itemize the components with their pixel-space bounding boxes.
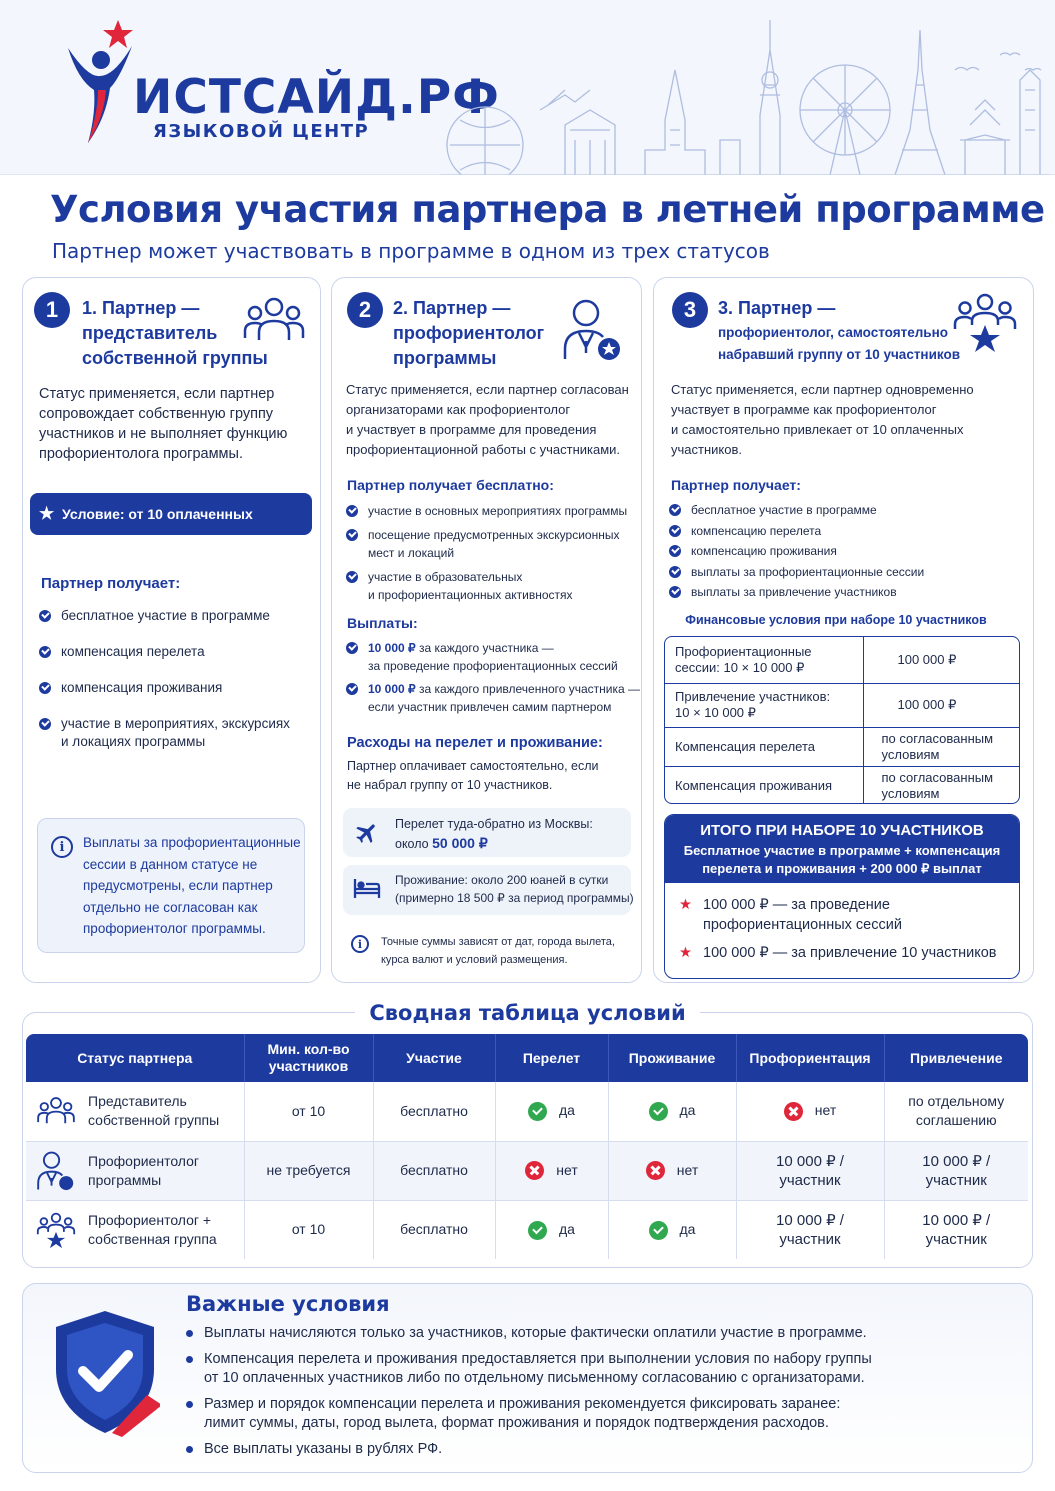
column-header: Перелет bbox=[495, 1034, 608, 1082]
status-name: Профориентолог + собственная группа bbox=[88, 1211, 217, 1247]
list-item: бесплатное участие в программе bbox=[669, 501, 924, 519]
card3-heading-sub: профориентолог, самостоятельно набравший группу от 10 участников bbox=[718, 325, 961, 362]
list-item: Размер и порядок компенсации перелета и проживания рекомендуется фиксировать заранее: лимит суммы, даты, город вылета, формат проживания и порядок подтверждения расходов. bbox=[186, 1395, 1016, 1433]
financial-table bbox=[664, 636, 1020, 804]
card2-free-title: Партнер получает бесплатно: bbox=[347, 477, 554, 493]
accommodation-text: Проживание: около 200 юаней в сутки (примерно 18 500 ₽ за период программы) bbox=[395, 873, 634, 905]
card1-heading: 1. Партнер — представитель собственной группы bbox=[82, 298, 268, 368]
table-row: Профориентолог + собственная группа от 10 бесплатно да да 10 000 ₽ / участник 10 000 ₽ / участник bbox=[26, 1200, 1028, 1259]
bed-icon bbox=[353, 876, 381, 900]
column-header: Проживание bbox=[608, 1034, 736, 1082]
step-number: 3 bbox=[672, 292, 708, 328]
card3-receives-list bbox=[669, 501, 924, 601]
card3-description: Статус применяется, если партнер одновременно участвует в программе как профориентолог и самостоятельно привлекает от 10 оплаченных участников. bbox=[671, 382, 974, 457]
info-icon: i bbox=[51, 836, 73, 858]
card2-description: Статус применяется, если партнер согласован организаторами как профориентолог и участвует в программе для проведения профориентационной работы с участниками. bbox=[346, 382, 629, 457]
check-icon bbox=[649, 1221, 668, 1240]
list-item: компенсацию проживания bbox=[669, 542, 924, 560]
group-star-icon bbox=[36, 1210, 76, 1250]
group-icon bbox=[243, 294, 305, 346]
list-item: участие в мероприятиях, экскурсиях и локациях программы bbox=[39, 715, 290, 751]
column-header: Привлечение bbox=[884, 1034, 1028, 1082]
column-header: Мин. кол-во участников bbox=[244, 1034, 373, 1082]
logo-figure-icon bbox=[58, 18, 138, 148]
cross-icon bbox=[525, 1161, 544, 1180]
airplane-icon bbox=[354, 820, 380, 846]
card3-heading: 3. Партнер — bbox=[718, 298, 836, 318]
list-item: компенсацию перелета bbox=[669, 522, 924, 540]
list-item: бесплатное участие в программе bbox=[39, 607, 290, 625]
card3-receives-title: Партнер получает: bbox=[671, 477, 801, 493]
list-item: участие в основных мероприятиях программы bbox=[346, 502, 627, 520]
fin-title: Финансовые условия при наборе 10 участников bbox=[685, 613, 987, 627]
group-icon bbox=[36, 1095, 76, 1127]
star-icon: ★ bbox=[39, 504, 55, 523]
card2-payouts-list bbox=[346, 639, 640, 716]
table-row: Компенсация перелета по согласованным условиям bbox=[665, 727, 1019, 766]
counselor-icon bbox=[562, 297, 624, 363]
table-row: Компенсация проживания по согласованным условиям bbox=[665, 766, 1019, 804]
cross-icon bbox=[646, 1161, 665, 1180]
counselor-icon bbox=[36, 1150, 76, 1192]
flight-text: Перелет туда-обратно из Москвы: около 50 000 ₽ bbox=[395, 817, 593, 851]
status-name: Представитель собственной группы bbox=[88, 1093, 220, 1129]
list-item: участие в образовательных и профориентационных активностях bbox=[346, 568, 627, 604]
step-number: 2 bbox=[347, 292, 383, 328]
star-icon: ★ bbox=[679, 897, 692, 913]
list-item: компенсация проживания bbox=[39, 679, 290, 697]
card1-description: Статус применяется, если партнер сопровождает собственную группу участников и не выполняет функцию профориентолога программы. bbox=[39, 386, 288, 462]
total-item: ★ 100 000 ₽ — за привлечение 10 участников bbox=[679, 945, 997, 961]
total-item: ★ 100 000 ₽ — за проведение профориентационных сессий bbox=[679, 897, 902, 933]
column-header: Профориентация bbox=[736, 1034, 884, 1082]
card1-receives-list bbox=[39, 607, 290, 751]
star-icon: ★ bbox=[679, 945, 692, 961]
list-item: выплаты за привлечение участников bbox=[669, 583, 924, 601]
total-header: ИТОГО ПРИ НАБОРЕ 10 УЧАСТНИКОВ Бесплатное участие в программе + компенсация перелета и проживания + 200 000 ₽ выплат bbox=[665, 815, 1019, 883]
status-name: Профориентолог программы bbox=[88, 1152, 200, 1188]
list-item: компенсация перелета bbox=[39, 643, 290, 661]
card2-heading: 2. Партнер — профориентолог программы bbox=[393, 298, 545, 368]
info-icon: i bbox=[351, 935, 369, 953]
list-item: 10 000 ₽ за каждого привлеченного участника — если участник привлечен самим партнером bbox=[346, 680, 640, 716]
group-star-icon bbox=[952, 291, 1018, 353]
brand-subtitle: ЯЗЫКОВОЙ ЦЕНТР bbox=[153, 121, 370, 142]
table-row: Представитель собственной группы от 10 бесплатно да да нет по отдельному соглашению bbox=[26, 1082, 1028, 1141]
list-item: Компенсация перелета и проживания предоставляется при выполнении условия по набору группы от 10 оплаченных участников либо по отдельному письменному согласованию с организаторами. bbox=[186, 1350, 1016, 1388]
card1-receives-title: Партнер получает: bbox=[41, 575, 181, 592]
table-row: Профориентационные сессии: 10 × 10 000 ₽ 100 000 ₽ bbox=[665, 637, 1019, 683]
card1-info-text: Выплаты за профориентационные сессии в данном статусе не предусмотрены, если партнер отдельно не согласован как профориентолог программы. bbox=[83, 835, 301, 936]
column-header: Участие bbox=[373, 1034, 495, 1082]
card2-free-list bbox=[346, 502, 627, 604]
header bbox=[0, 0, 1055, 175]
list-item: Все выплаты указаны в рублях РФ. bbox=[186, 1440, 1016, 1459]
summary-table bbox=[26, 1034, 1028, 1259]
list-item: выплаты за профориентационные сессии bbox=[669, 563, 924, 581]
total-box bbox=[664, 814, 1020, 979]
cross-icon bbox=[784, 1102, 803, 1121]
condition-banner: ★ Условие: от 10 оплаченных участников bbox=[30, 493, 312, 535]
important-title: Важные условия bbox=[186, 1292, 390, 1316]
page-subtitle: Партнер может участвовать в программе в одном из трех статусов bbox=[52, 239, 770, 263]
column-header: Статус партнера bbox=[26, 1034, 244, 1082]
list-item: посещение предусмотренных экскурсионных мест и локаций bbox=[346, 526, 627, 562]
table-row: Профориентолог программы не требуется бесплатно нет нет 10 000 ₽ / участник 10 000 ₽ / участник bbox=[26, 1141, 1028, 1200]
table-row: Привлечение участников: 10 × 10 000 ₽ 100 000 ₽ bbox=[665, 683, 1019, 727]
card2-expenses-text: Партнер оплачивает самостоятельно, если не набрал группу от 10 участников. bbox=[347, 759, 599, 792]
card2-note: Точные суммы зависят от дат, города вылета, курса валют и условий размещения. bbox=[381, 936, 615, 966]
card2-payouts-title: Выплаты: bbox=[347, 615, 418, 631]
table-header-row bbox=[26, 1034, 1028, 1082]
list-item: Выплаты начисляются только за участников, которые фактически оплатили участие в программе. bbox=[186, 1324, 1016, 1343]
city-skyline-illustration bbox=[440, 10, 1050, 175]
step-number: 1 bbox=[34, 292, 70, 328]
check-icon bbox=[528, 1102, 547, 1121]
check-icon bbox=[649, 1102, 668, 1121]
important-list bbox=[186, 1324, 1016, 1466]
shield-check-icon bbox=[50, 1307, 160, 1437]
page-title: Условия участия партнера в летней программе bbox=[50, 188, 1045, 231]
brand-name: ИСТСАЙД.РФ bbox=[133, 70, 500, 125]
list-item: 10 000 ₽ за каждого участника — за проведение профориентационных сессий bbox=[346, 639, 640, 675]
summary-title: Сводная таблица условий bbox=[0, 1001, 1055, 1025]
check-icon bbox=[528, 1221, 547, 1240]
card2-expenses-title: Расходы на перелет и проживание: bbox=[347, 735, 603, 751]
